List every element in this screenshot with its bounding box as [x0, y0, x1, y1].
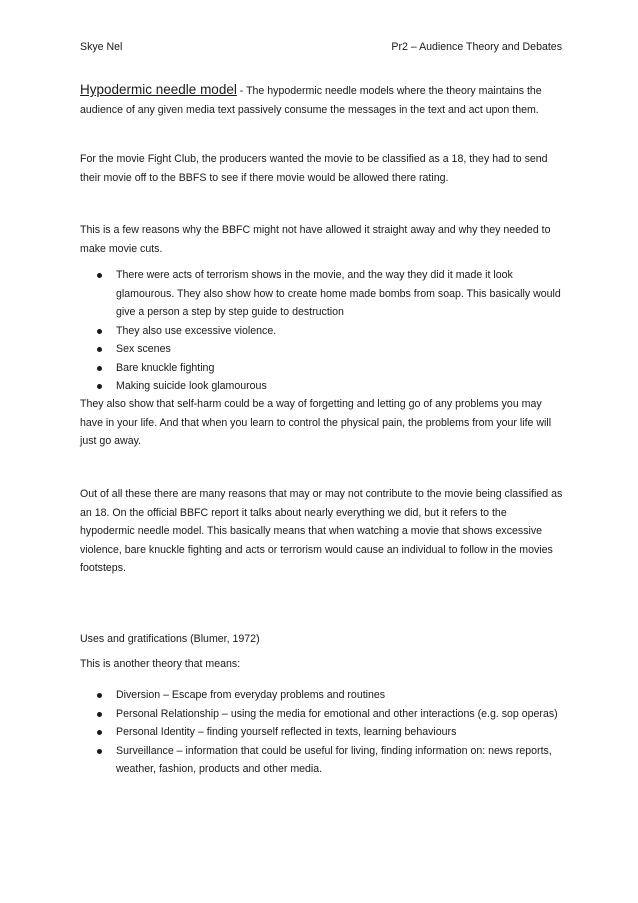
hypodermic-section — [80, 81, 564, 119]
list-item: Diversion – Escape from everyday problems and routines — [80, 686, 564, 705]
page-header — [80, 38, 562, 56]
uses-gratifications-heading: Uses and gratifications (Blumer, 1972) — [80, 633, 260, 645]
bullet-icon — [97, 749, 102, 754]
uses-gratifications-heading-block — [80, 630, 564, 649]
hypodermic-text: - The hypodermic needle models where the theory maintains the audience of any given media text passively consume the messages in the text and act upon them. — [80, 85, 542, 116]
outofall-text: Out of all these there are many reasons that may or may not contribute to the movie being classified as an 18. On the official BBFC report it talks about nearly everything we did, but it refers to the hypodermic needle model. This basically means that when watching a movie that shows excessive violence, bare knuckle fighting and acts or terrorism would cause an individual to follow in the movies footsteps. — [80, 488, 563, 574]
fightclub-text: For the movie Fight Club, the producers wanted the movie to be classified as a 18, they had to send their movie off to the BBFS to see if there movie would be allowed there rating. — [80, 153, 548, 184]
list-item: Surveillance – information that could be useful for living, finding information on: news reports, weather, fashion, products and other media. — [80, 742, 564, 779]
selfharm-paragraph — [80, 395, 564, 451]
uses-gratifications-list-block — [80, 686, 564, 779]
hypodermic-heading: Hypodermic needle model — [80, 82, 237, 97]
list-item: Sex scenes — [80, 340, 564, 359]
list-item: Bare knuckle fighting — [80, 359, 564, 378]
bullet-icon — [97, 329, 102, 334]
list-item: Personal Identity – finding yourself reflected in texts, learning behaviours — [80, 723, 564, 742]
uses-gratifications-intro-block — [80, 655, 564, 674]
hypodermic-paragraph — [80, 81, 564, 119]
reasons-intro-text: This is a few reasons why the BBFC might not have allowed it straight away and why they needed to make movie cuts. — [80, 224, 551, 255]
list-item: They also use excessive violence. — [80, 322, 564, 341]
bullet-icon — [97, 384, 102, 389]
bullet-icon — [97, 273, 102, 278]
bullet-icon — [97, 693, 102, 698]
outofall-paragraph — [80, 485, 564, 578]
list-item: There were acts of terrorism shows in the movie, and the way they did it made it look glamourous. They also show how to create home made bombs from soap. This basically would give a person a step by step guide to destruction — [80, 266, 564, 322]
reasons-list-block — [80, 266, 564, 396]
selfharm-text: They also show that self-harm could be a way of forgetting and letting go of any problems you may have in your life. And that when you learn to control the physical pain, the problems from your life will just go away. — [80, 398, 552, 447]
bullet-icon — [97, 366, 102, 371]
bullet-icon — [97, 712, 102, 717]
header-author: Skye Nel — [80, 41, 123, 53]
fightclub-paragraph — [80, 150, 564, 187]
uses-gratifications-list — [80, 686, 564, 779]
header-title: Pr2 – Audience Theory and Debates — [391, 41, 562, 53]
reasons-list — [80, 266, 564, 396]
list-item: Making suicide look glamourous — [80, 377, 564, 396]
reasons-intro-paragraph — [80, 221, 564, 258]
list-item: Personal Relationship – using the media for emotional and other interactions (e.g. sop operas) — [80, 705, 564, 724]
bullet-icon — [97, 730, 102, 735]
uses-gratifications-intro: This is another theory that means: — [80, 658, 241, 670]
bullet-icon — [97, 347, 102, 352]
